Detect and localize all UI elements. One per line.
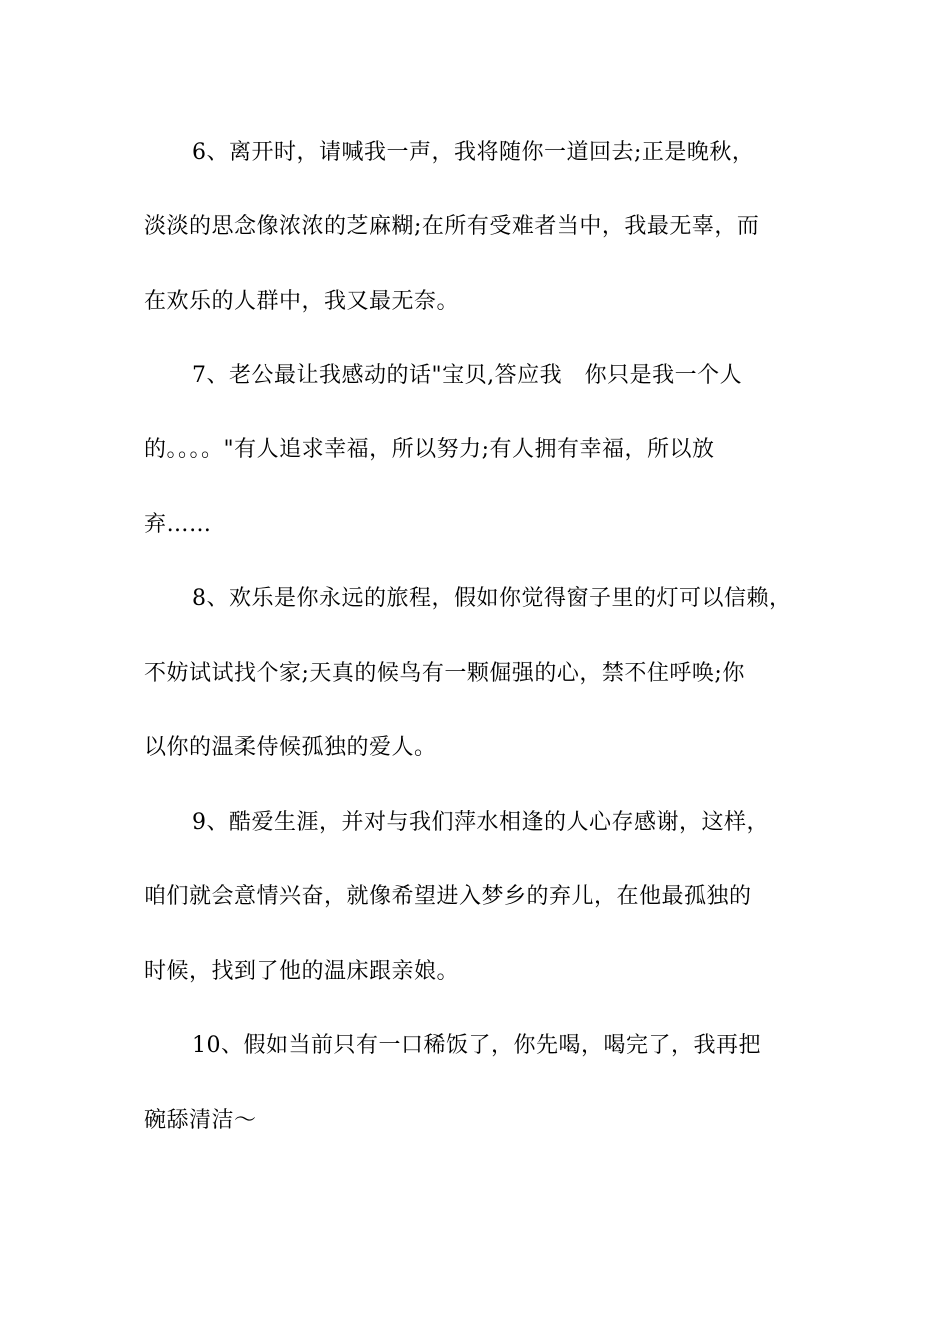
paragraph-9-line-3: 时候，找到了他的温床跟亲娘。 xyxy=(144,959,460,984)
paragraph-8-line-2: 不妨试试找个家;天真的候鸟有一颗倔强的心，禁不住呼唤;你 xyxy=(144,661,745,686)
paragraph-6-line-2: 淡淡的思念像浓浓的芝麻糊;在所有受难者当中，我最无辜，而 xyxy=(144,214,760,239)
paragraph-9-line-2: 咱们就会意情兴奋，就像希望进入梦乡的弃儿，在他最孤独的 xyxy=(144,884,752,909)
paragraph-8-line-3: 以你的温柔侍候孤独的爱人。 xyxy=(144,735,437,760)
paragraph-8-line-1: 8、欢乐是你永远的旅程，假如你觉得窗子里的灯可以信赖， xyxy=(192,586,792,611)
paragraph-10-line-2: 碗舔清洁～ xyxy=(144,1108,257,1133)
paragraph-6-line-1: 6、离开时，请喊我一声，我将随你一道回去;正是晚秋， xyxy=(192,140,755,165)
paragraph-7-line-1: 7、老公最让我感动的话"宝贝,答应我 你只是我一个人 xyxy=(192,363,743,388)
paragraph-7-line-2: 的。。。。"有人追求幸福，所以努力;有人拥有幸福，所以放 xyxy=(144,437,715,462)
paragraph-6-line-3: 在欢乐的人群中，我又最无奈。 xyxy=(144,289,460,314)
paragraph-9-line-1: 9、酷爱生涯，并对与我们萍水相逢的人心存感谢，这样， xyxy=(192,810,769,835)
paragraph-10-line-1: 10、假如当前只有一口稀饭了，你先喝，喝完了，我再把 xyxy=(192,1033,761,1058)
paragraph-7-line-3: 弃…… xyxy=(144,512,212,537)
